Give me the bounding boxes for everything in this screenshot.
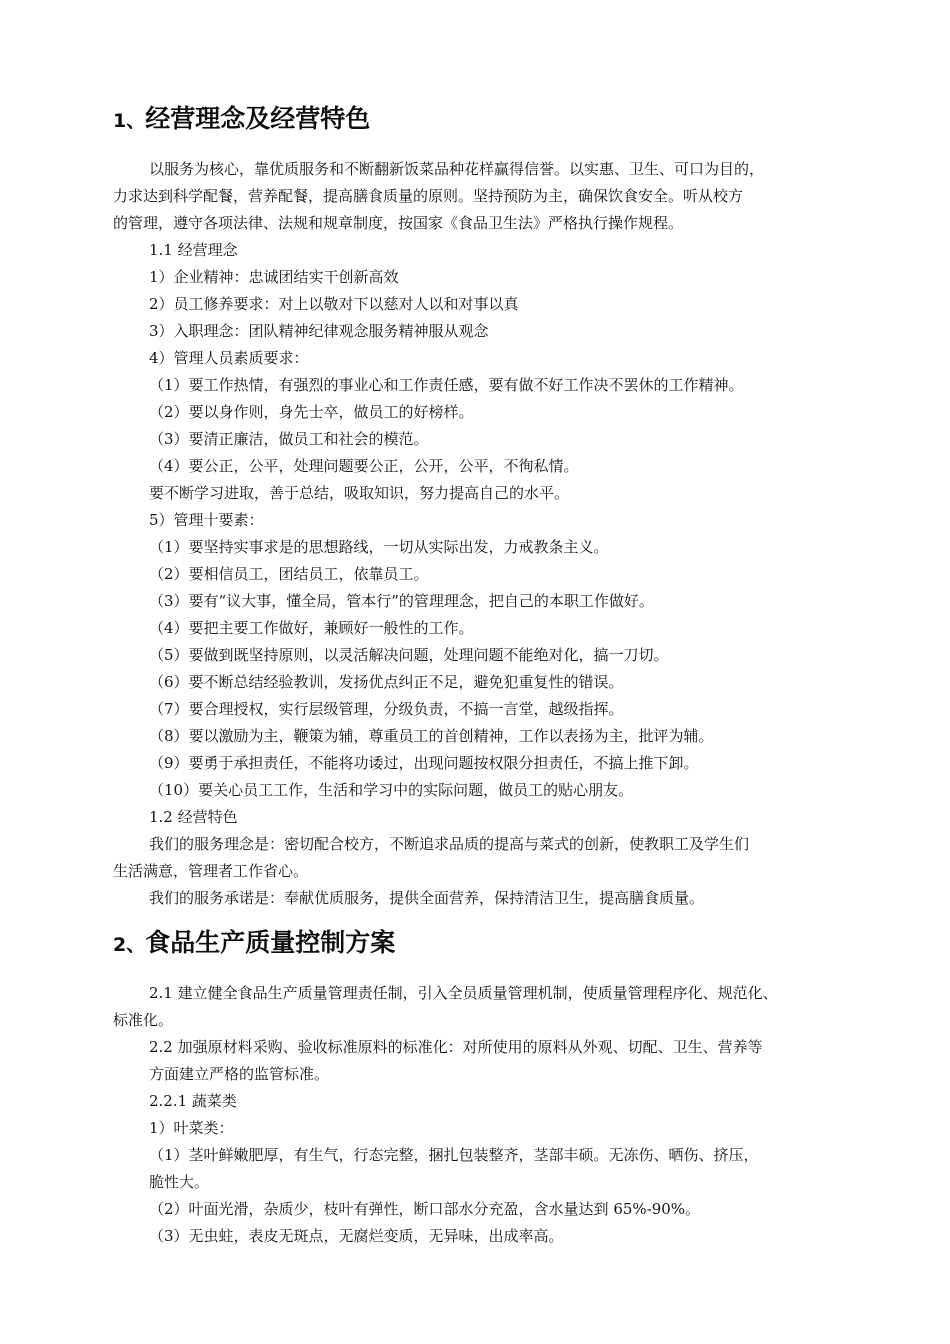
- list-item: （3）无虫蛀，表皮无斑点，无腐烂变质，无异味，出成率高。: [149, 1227, 564, 1245]
- intro-line-2: 力求达到科学配餐，营养配餐，提高膳食质量的原则。坚持预防为主，确保饮食安全。听从校方: [113, 187, 744, 205]
- section-1-title: 经营理念及经营特色: [145, 104, 371, 133]
- list-item: （1）要工作热情，有强烈的事业心和工作责任感，要有做不好工作决不罢休的工作精神。: [149, 376, 744, 394]
- service-concept-line-1: 我们的服务理念是：密切配合校方，不断追求品质的提高与菜式的创新，使教职工及学生们: [149, 835, 750, 853]
- leafy-title: 1）叶菜类：: [149, 1119, 234, 1137]
- list-item: （1）要坚持实事求是的思想路线，一切从实际出发，力戒教条主义。: [149, 538, 609, 556]
- para-2-2-line-2: 方面建立严格的监管标准。: [149, 1065, 330, 1083]
- list-item: （9）要勇于承担责任，不能将功诿过，出现问题按权限分担责任，不搞上推下卸。: [149, 754, 699, 772]
- list-item: （10）要关心员工工作，生活和学习中的实际问题，做员工的贴心朋友。: [149, 781, 634, 799]
- section-1-heading: [113, 104, 370, 136]
- list-item: 脆性大。: [149, 1173, 210, 1191]
- para-2-2-line-1: 2.2 加强原材料采购、验收标准原料的标准化：对所使用的原料从外观、切配、卫生、营养等: [149, 1038, 763, 1056]
- list-item: 要不断学习进取，善于总结，吸取知识，努力提高自己的水平。: [149, 484, 570, 502]
- service-promise: 我们的服务承诺是：奉献优质服务，提供全面营养，保持清洁卫生，提高膳食质量。: [149, 889, 705, 907]
- list-item: （4）要公正，公平，处理问题要公正，公开，公平，不徇私情。: [149, 457, 579, 475]
- subsection-1-2-title: 1.2 经营特色: [149, 808, 238, 826]
- list-item: （3）要有“议大事，懂全局，管本行”的管理理念，把自己的本职工作做好。: [149, 592, 654, 610]
- list-item: 2）员工修养要求：对上以敬对下以慈对人以和对事以真: [149, 295, 519, 313]
- para-2-1-line-1: 2.1 建立健全食品生产质量管理责任制，引入全员质量管理机制，使质量管理程序化、规范化、: [149, 984, 778, 1002]
- list-item: （8）要以激励为主，鞭策为辅，尊重员工的首创精神，工作以表扬为主，批评为辅。: [149, 727, 714, 745]
- list-item: （6）要不断总结经验教训，发扬优点纠正不足，避免犯重复性的错误。: [149, 673, 624, 691]
- list-item: 5）管理十要素：: [149, 511, 264, 529]
- list-item: （7）要合理授权，实行层级管理，分级负责，不搞一言堂，越级指挥。: [149, 700, 624, 718]
- service-concept-line-2: 生活满意，管理者工作省心。: [113, 862, 309, 880]
- subsection-1-1-title: 1.1 经营理念: [149, 241, 238, 259]
- list-item: 1）企业精神：忠诚团结实干创新高效: [149, 268, 399, 286]
- list-item: （2）要相信员工，团结员工，依靠员工。: [149, 565, 429, 583]
- list-item: （2）叶面光滑，杂质少，枝叶有弹性，断口部水分充盈，含水量达到 65%-90%。: [149, 1200, 701, 1218]
- section-1-number: 1、: [113, 110, 146, 132]
- list-item: （1）茎叶鲜嫩肥厚，有生气，行态完整，捆扎包装整齐，茎部丰硕。无冻伤、晒伤、挤压，: [149, 1146, 759, 1164]
- para-2-1-line-2: 标准化。: [113, 1011, 174, 1029]
- list-item: 3）入职理念：团队精神纪律观念服务精神服从观念: [149, 322, 489, 340]
- section-2-heading: [113, 928, 395, 960]
- intro-line-1: 以服务为核心，靠优质服务和不断翻新饭菜品种花样赢得信誉。以实惠、卫生、可口为目的，: [149, 160, 765, 178]
- list-item: （3）要清正廉洁，做员工和社会的模范。: [149, 430, 429, 448]
- list-item: （5）要做到既坚持原则，以灵活解决问题，处理问题不能绝对化，搞一刀切。: [149, 646, 669, 664]
- section-2-number: 2、: [113, 934, 146, 956]
- subsection-2-2-1-title: 2.2.1 蔬菜类: [149, 1092, 237, 1110]
- intro-line-3: 的管理，遵守各项法律、法规和规章制度，按国家《食品卫生法》严格执行操作规程。: [113, 214, 684, 232]
- list-item: 4）管理人员素质要求：: [149, 349, 309, 367]
- list-item: （2）要以身作则，身先士卒，做员工的好榜样。: [149, 403, 474, 421]
- section-2-title: 食品生产质量控制方案: [145, 928, 396, 957]
- list-item: （4）要把主要工作做好，兼顾好一般性的工作。: [149, 619, 474, 637]
